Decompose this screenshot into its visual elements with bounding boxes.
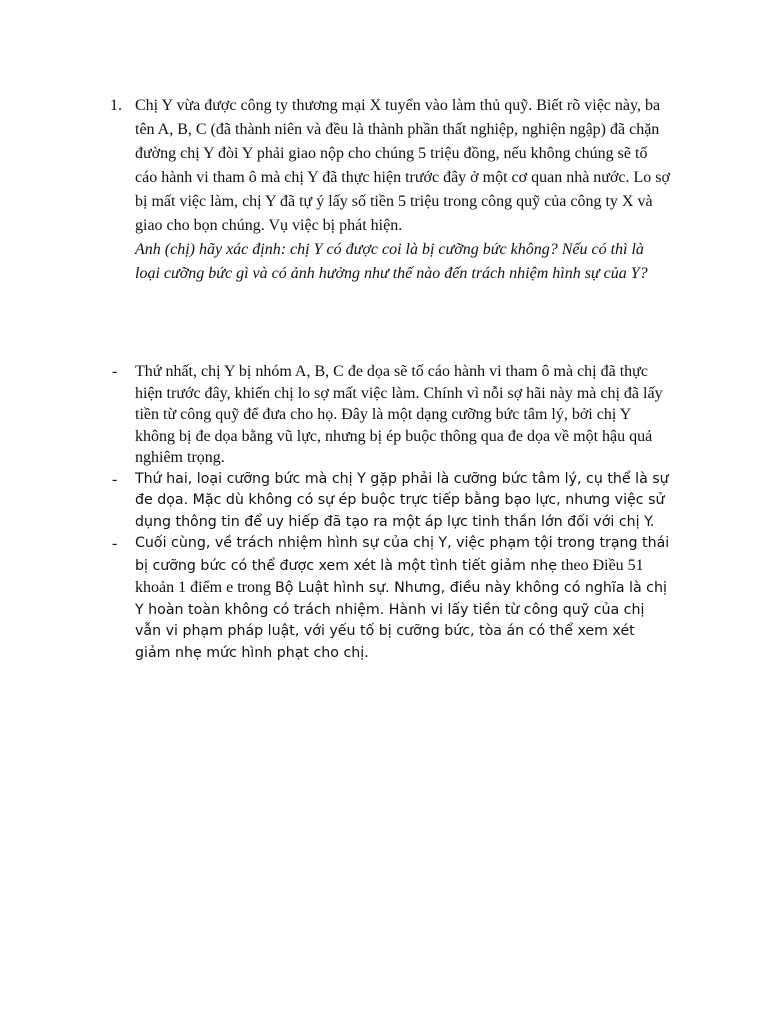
question-prompt: Anh (chị) hãy xác định: chị Y có được coi là bị cưỡng bức không? Nếu có thì là loại cưỡng bức gì và có ảnh hưởng như thế nào đến trách nhiệm hình sự của Y? [135,241,648,282]
question-text: Chị Y vừa được công ty thương mại X tuyển vào làm thủ quỹ. Biết rõ việc này, ba tên A, B, C (đã thành niên và đều là thành phần thất nghiệp, nghiện ngập) đã chặn đường chị Y đòi Y phải giao nộp cho chúng 5 triệu đồng, nếu không chúng sẽ tố cáo hành vi tham ô mà chị Y đã thực hiện trước đây ở một cơ quan nhà nước. Lo sợ bị mất việc làm, chị Y đã tự ý lấy số tiền 5 triệu trong công quỹ của công ty X và giao cho bọn chúng. Vụ việc bị phát hiện. [135,97,670,234]
question-body [135,94,670,286]
answer-item-3 [110,533,670,664]
answer-item-2 [110,469,670,534]
answer-text-part-c: Bộ Luật hình sự. Nhưng, điều này không có nghĩa là chị Y hoàn toàn không có trách nhiệm. Hành vi lấy tiền từ công quỹ của chị vẫn vi phạm pháp luật, với yếu tố bị cưỡng bức, tòa án có thể xem xét giảm nhẹ mức hình phạt cho chị. [135,580,667,661]
answer-text-part-a: Cuối cùng, về trách nhiệm hình sự của chị Y, việc phạm tội trong trạng thái bị cưỡng bức có thể được xem xét là một tình tiết giảm nhẹ [135,535,670,574]
bullet-dash: - [112,535,118,552]
answer-text: Thứ nhất, chị Y bị nhóm A, B, C đe dọa sẽ tố cáo hành vi tham ô mà chị đã thực hiện trước đây, khiến chị lo sợ mất việc làm. Chính vì nỗi sợ hãi này mà chị đã lấy tiền từ công quỹ để đưa cho họ. Đây là một dạng cưỡng bức tâm lý, bởi chị Y không bị đe dọa bằng vũ lực, nhưng bị ép buộc thông qua đe dọa về một hậu quả nghiêm trọng. [135,363,663,466]
answer-item-1 [110,361,670,469]
question-number: 1. [110,97,122,114]
question-item [110,94,670,286]
answer-text-part-b: theo Điều 51 khoản 1 điểm e trong [135,556,644,596]
bullet-dash: - [112,470,118,488]
answer-list [110,361,670,664]
bullet-dash: - [112,363,118,380]
answer-text: Thứ hai, loại cưỡng bức mà chị Y gặp phải là cưỡng bức tâm lý, cụ thể là sự đe dọa. Mặc dù không có sự ép buộc trực tiếp bằng bạo lực, nhưng việc sử dụng thông tin để uy hiếp đã tạo ra một áp lực tinh thần lớn đối với chị Y. [135,470,669,530]
